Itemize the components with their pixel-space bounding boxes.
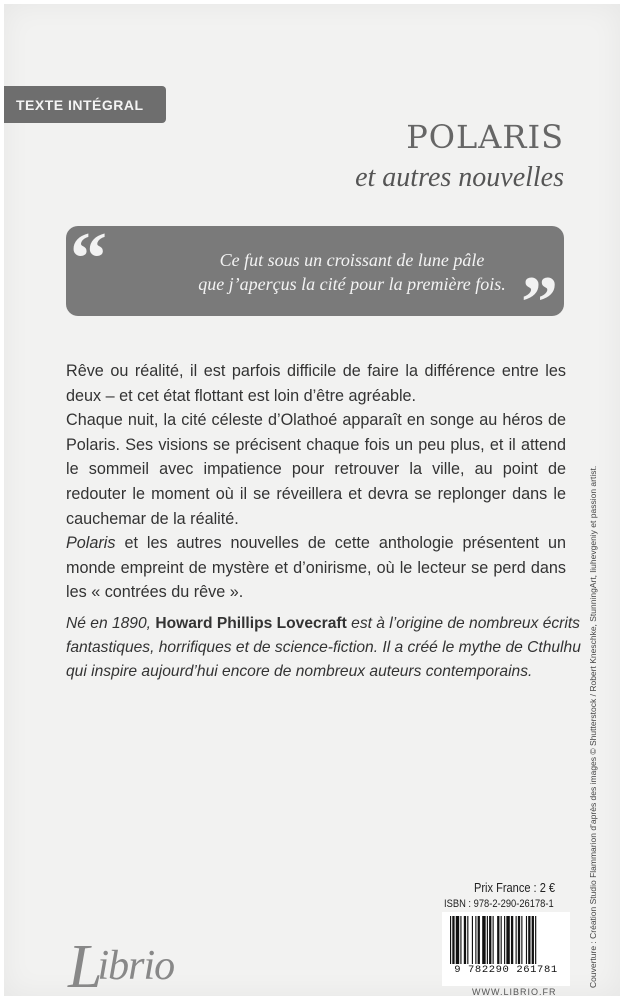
barcode-bar xyxy=(521,916,522,964)
barcode-bar xyxy=(526,916,527,964)
book-back-cover xyxy=(4,4,620,1001)
barcode-bar xyxy=(475,916,476,964)
barcode-bar xyxy=(501,916,502,964)
barcode-bar xyxy=(464,916,466,964)
barcode-bar xyxy=(487,916,488,964)
barcode-bar xyxy=(452,916,454,964)
barcode-bar xyxy=(518,916,520,964)
blurb-paragraph-2: Chaque nuit, la cité céleste d’Olathoé apparaît en songe au héros de Polaris. Ses visions se précisent chaque fois un peu plus, et il attend le sommeil avec impatience pour retrouver la ville, au point de redouter le moment où il se réveillera et devra se replonger dans le cauchemar de la réalité. xyxy=(66,411,566,528)
barcode xyxy=(442,912,570,986)
close-quote-icon: ” xyxy=(521,262,558,344)
barcode-number: 9 782290 261781 xyxy=(454,964,558,976)
quote-text xyxy=(162,248,542,296)
barcode-bar xyxy=(460,916,461,964)
blurb-paragraph-3 xyxy=(66,531,566,605)
barcode-bar xyxy=(467,916,468,964)
barcode-bar xyxy=(478,916,480,964)
price-label: Prix France : 2 € xyxy=(474,880,556,895)
author-bio xyxy=(66,612,586,684)
barcode-bar xyxy=(516,916,517,964)
book-title: POLARIS xyxy=(406,118,564,156)
barcode-bar xyxy=(493,916,494,964)
quote-box xyxy=(66,218,564,344)
blurb-paragraph-1: Rêve ou réalité, il est parfois difficile de faire la différence entre les deux – et cet état flottant est loin d’être agréable. xyxy=(66,362,566,405)
badge-label: TEXTE INTÉGRAL xyxy=(16,96,144,113)
texte-integral-badge xyxy=(4,86,166,123)
open-quote-icon: “ xyxy=(70,218,107,300)
book-blurb xyxy=(66,359,566,605)
barcode-bar xyxy=(450,916,451,964)
logo-rest: ibrio xyxy=(97,943,175,989)
barcode-bar xyxy=(532,916,534,964)
blurb-title-ref: Polaris xyxy=(66,534,116,553)
barcode-bar xyxy=(456,916,459,964)
barcode-bar xyxy=(535,916,536,964)
quote-line-1: Ce fut sous un croissant de lune pâle xyxy=(219,250,485,270)
barcode-bar xyxy=(504,916,505,964)
barcode-bar xyxy=(489,916,491,964)
barcode-bar xyxy=(528,916,530,964)
barcode-bar xyxy=(511,916,513,964)
barcode-bar xyxy=(482,916,485,964)
logo-initial: L xyxy=(68,933,102,1001)
isbn-label: ISBN : 978-2-290-26178-1 xyxy=(444,898,554,910)
barcode-bar xyxy=(497,916,499,964)
blurb-paragraph-3-text: et les autres nouvelles de cette anthologie présentent un monde empreint de mystère et d’onirisme, où le lecteur se perd dans les « contrées du rêve ». xyxy=(66,534,566,602)
author-bio-text: est à l’origine de nombreux écrits fantastiques, horrifiques et de science-fiction. Il a créé le mythe de Cthulhu qui inspire aujourd’hui encore de nombreux auteurs contemporains. xyxy=(66,615,581,680)
author-name: Howard Phillips Lovecraft xyxy=(155,615,347,632)
quote-line-2: que j’aperçus la cité pour la première fois. xyxy=(198,274,506,294)
cover-credit: Couverture : Création Studio Flammarion d’après des images © Shutterstock / Robert Kneschke, StunningArt, liuhevgeniy et passion artist. xyxy=(588,465,598,988)
librio-logo xyxy=(68,932,174,1003)
barcode-bar xyxy=(472,916,473,964)
author-intro: Né en 1890, xyxy=(66,615,156,632)
barcode-bar xyxy=(506,916,509,964)
book-subtitle: et autres nouvelles xyxy=(355,162,564,193)
barcode-bars xyxy=(450,916,562,964)
website: WWW.LIBRIO.FR xyxy=(472,987,557,997)
